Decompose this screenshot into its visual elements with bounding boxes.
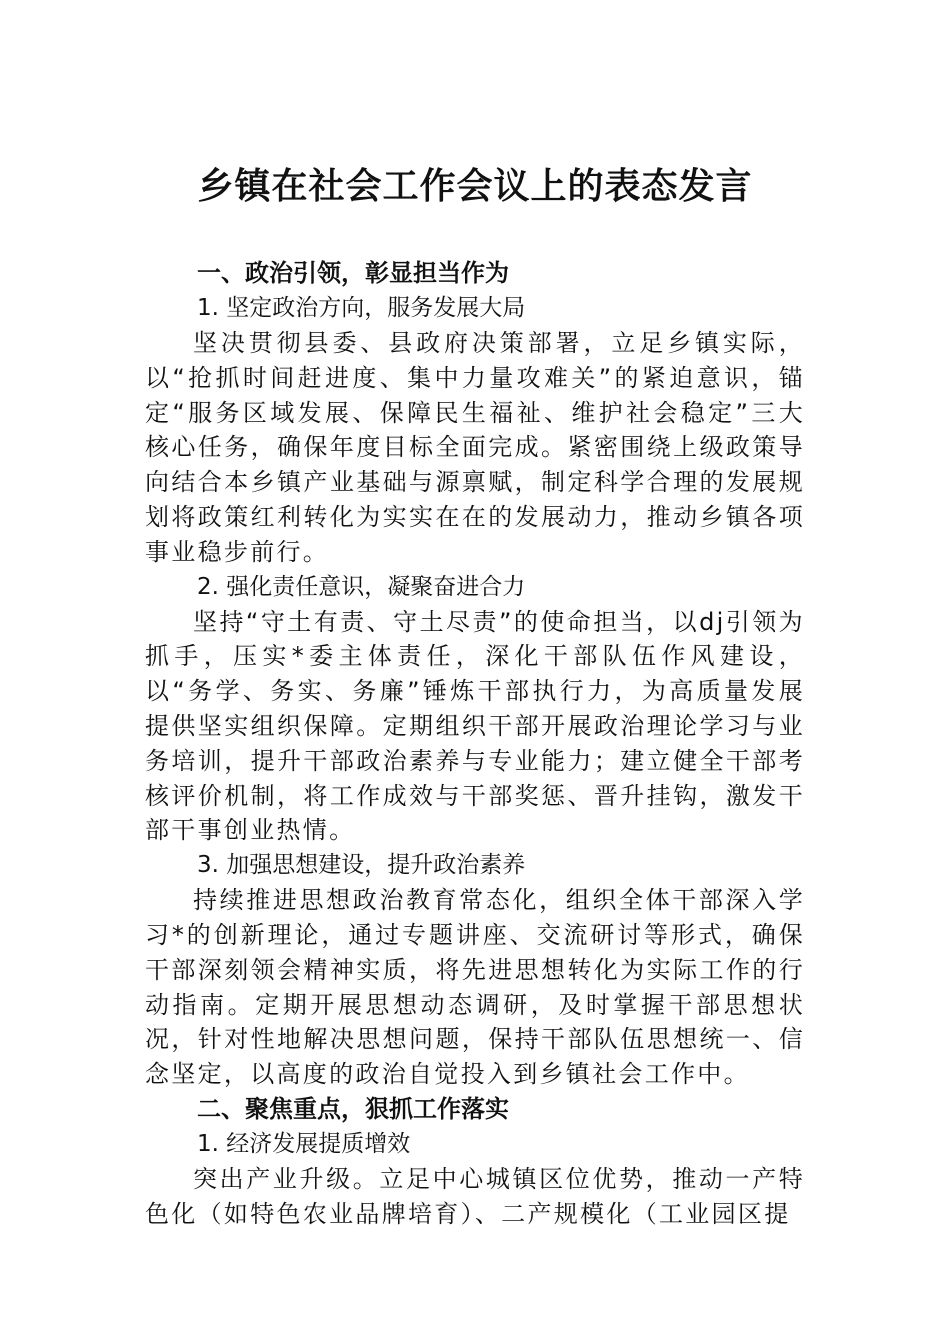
subsection-heading: 2. 强化责任意识，凝聚奋进合力 xyxy=(197,573,526,600)
paragraph: 坚持“守土有责、守土尽责”的使命担当，以dj引领为抓手，压实*委主体责任，深化干部队伍作风建设，以“务学、务实、务廉”锤炼干部执行力，为高质量发展提供坚实组织保障。定期组织干部开展政治理论学习与业务培训，提升干部政治素养与专业能力；建立健全干部考核评价机制，将工作成效与干部奖惩、晋升挂钩，激发干部干事创业热情。 xyxy=(145,607,805,845)
paragraph: 突出产业升级。立足中心城镇区位优势，推动一产特色化（如特色农业品牌培育）、二产规模化（工业园区提 xyxy=(145,1164,805,1228)
section-heading: 一、政治引领，彰显担当作为 xyxy=(197,259,509,287)
paragraph: 持续推进思想政治教育常态化，组织全体干部深入学习*的创新理论，通过专题讲座、交流研讨等形式，确保干部深刻领会精神实质，将先进思想转化为实际工作的行动指南。定期开展思想动态调研，及时掌握干部思想状况，针对性地解决思想问题，保持干部队伍思想统一、信念坚定，以高度的政治自觉投入到乡镇社会工作中。 xyxy=(145,886,805,1089)
document-title: 乡镇在社会工作会议上的表态发言 xyxy=(197,165,753,207)
paragraph: 坚决贯彻县委、县政府决策部署，立足乡镇实际，以“抢抓时间赶进度、集中力量攻难关”的紧迫意识，锚定“服务区域发展、保障民生福祉、维护社会稳定”三大核心任务，确保年度目标全面完成。紧密围绕上级政策导向结合本乡镇产业基础与源禀赋，制定科学合理的发展规划将政策红利转化为实实在在的发展动力，推动乡镇各项事业稳步前行。 xyxy=(145,329,805,566)
section-heading: 二、聚焦重点，狠抓工作落实 xyxy=(197,1094,509,1123)
subsection-heading: 1. 坚定政治方向，服务发展大局 xyxy=(197,295,526,321)
subsection-heading: 3. 加强思想建设，提升政治素养 xyxy=(197,852,526,879)
subsection-heading: 1. 经济发展提质增效 xyxy=(197,1130,411,1157)
document-body xyxy=(145,256,805,1232)
